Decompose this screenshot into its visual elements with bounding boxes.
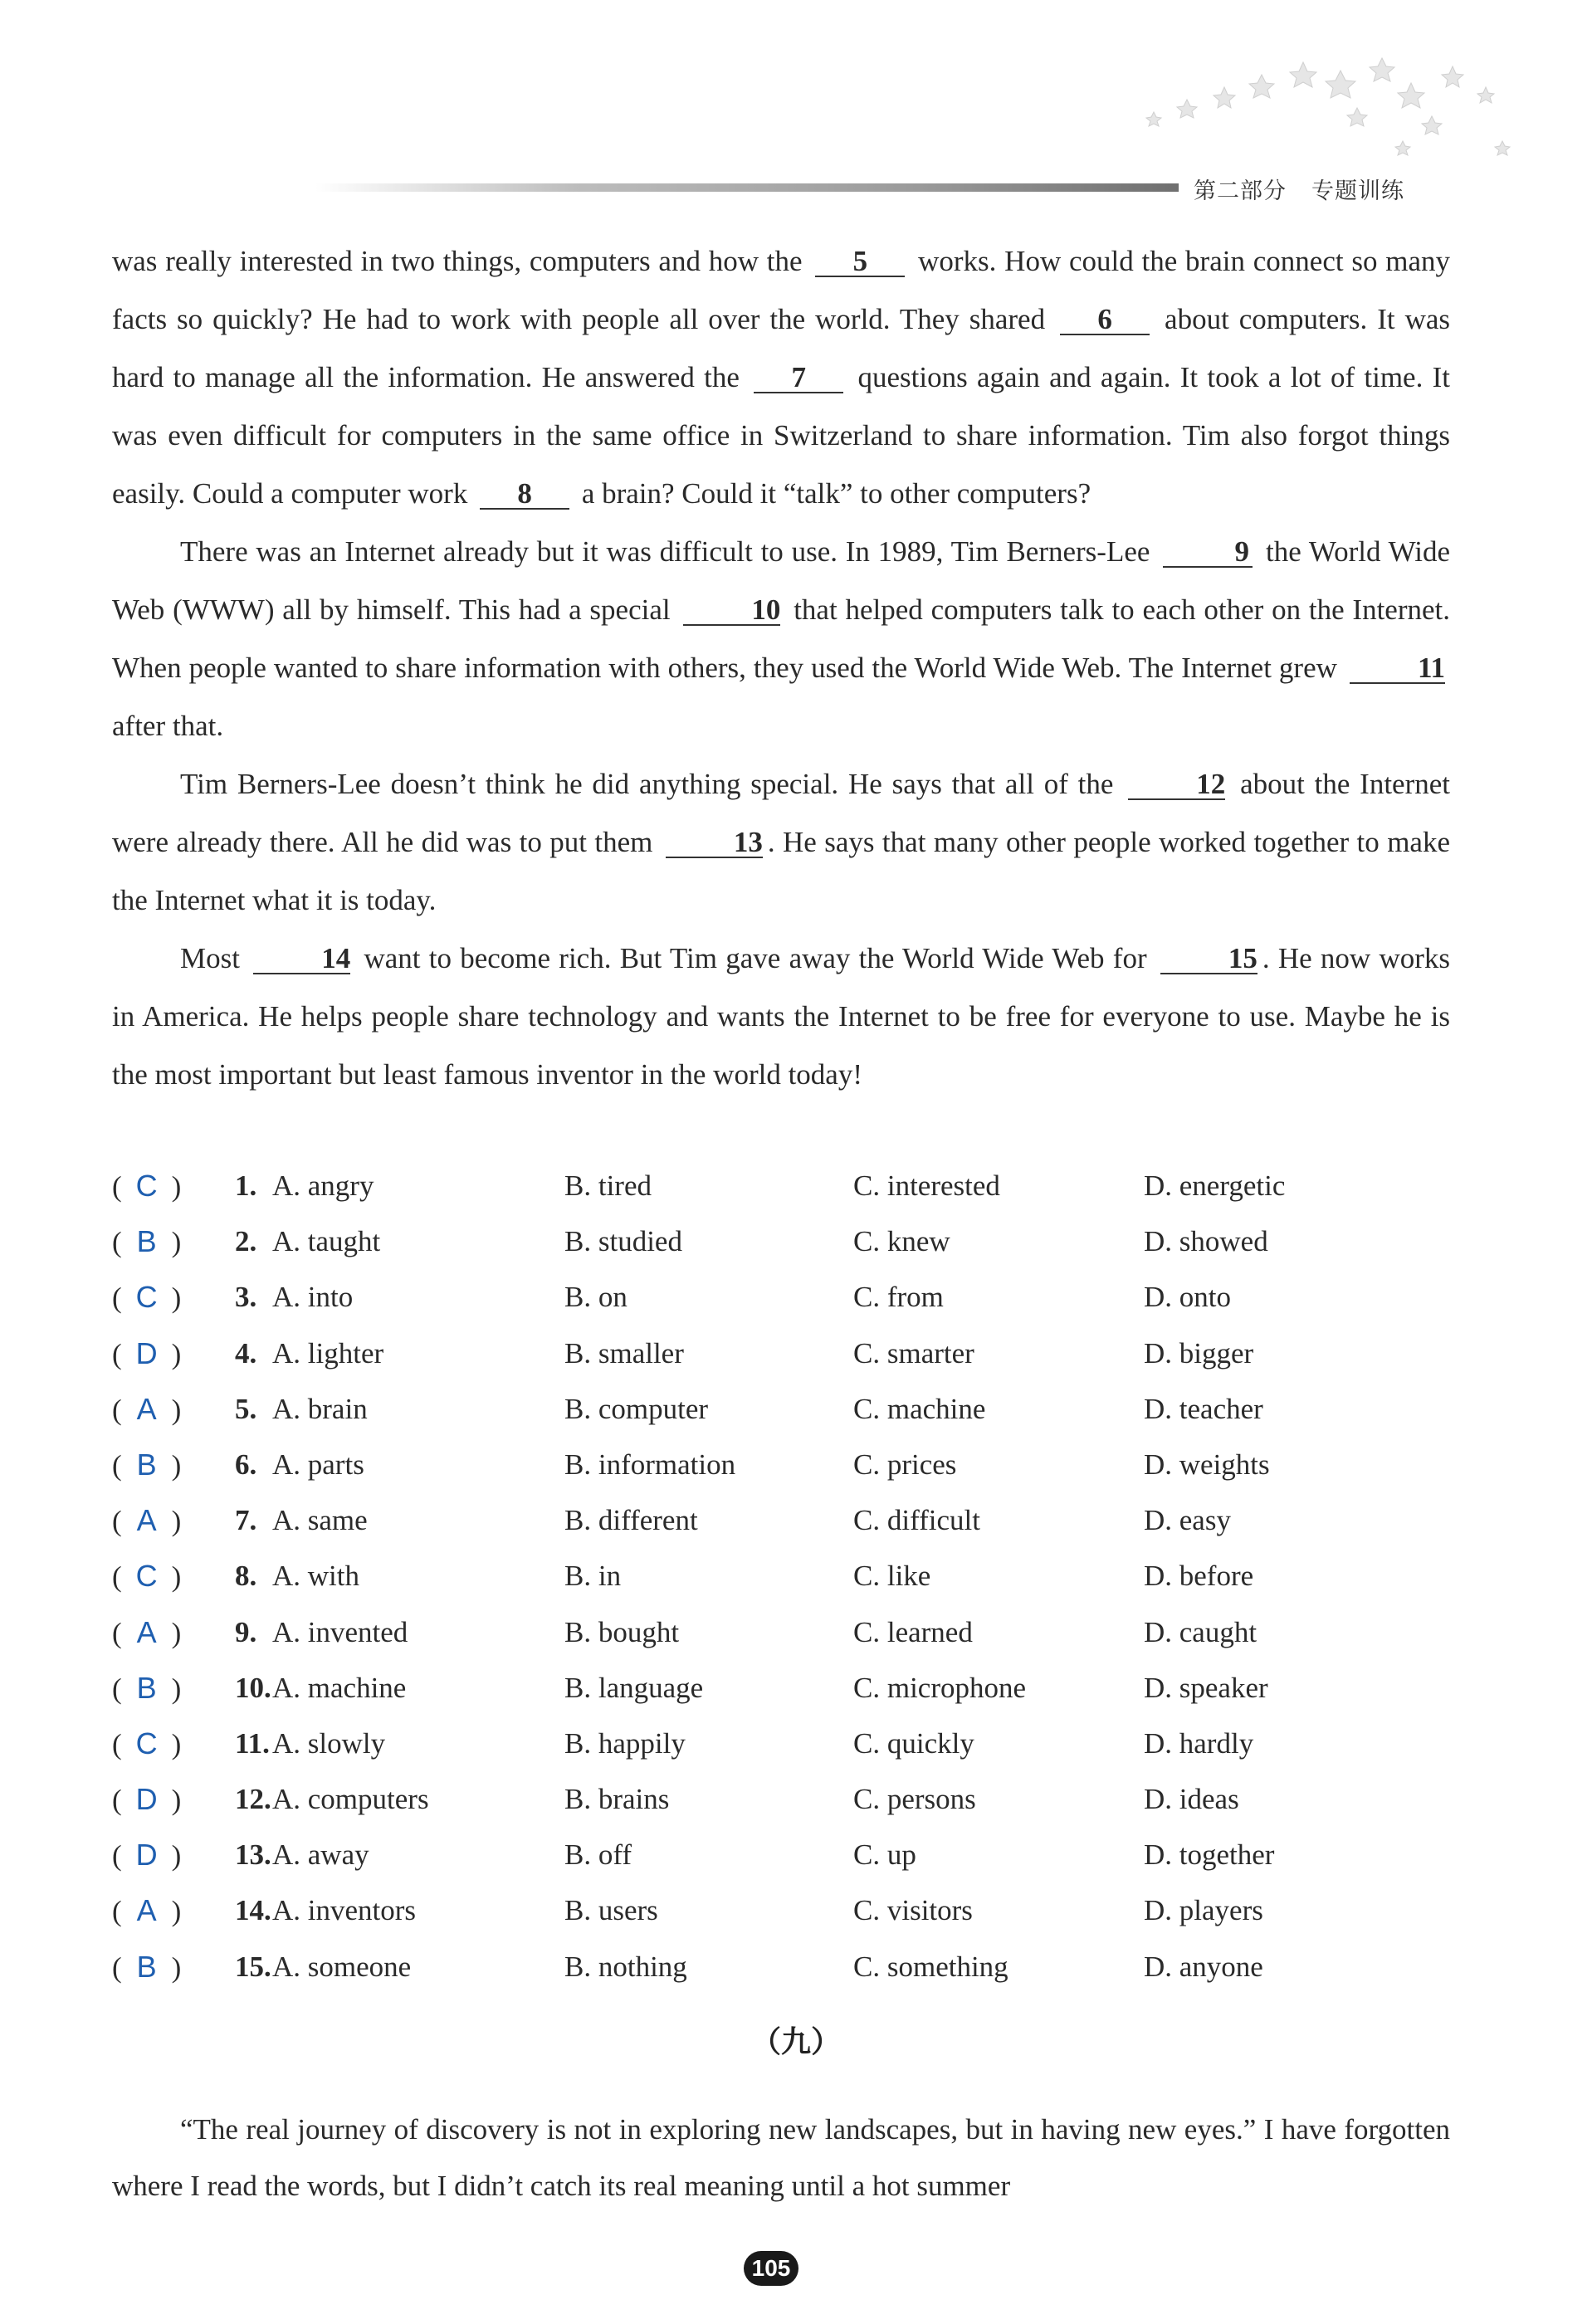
question-number: 7. (235, 1504, 257, 1537)
option-c: C. smarter (853, 1336, 974, 1370)
option-d: D. ideas (1144, 1783, 1239, 1816)
option-c: C. interested (853, 1169, 1000, 1202)
blank-12: 12 (1128, 770, 1225, 800)
question-number: 4. (235, 1336, 257, 1370)
question-row (112, 1213, 1473, 1269)
answer-letter: A (136, 1893, 157, 1928)
option-b: B. brains (564, 1783, 670, 1816)
question-number: 2. (235, 1225, 257, 1258)
answer-bracket: ( B ) (112, 1437, 181, 1493)
option-b: B. studied (564, 1225, 682, 1258)
option-c: C. quickly (853, 1726, 974, 1760)
answer-letter: A (136, 1503, 157, 1538)
question-number: 1. (235, 1169, 257, 1202)
option-d: D. bigger (1144, 1336, 1254, 1370)
option-d: D. teacher (1144, 1392, 1263, 1425)
section-title: （九） (750, 2025, 841, 2059)
answer-letter: C (135, 1559, 158, 1594)
answer-letter: C (135, 1280, 158, 1315)
blank-7: 7 (754, 364, 843, 393)
question-number: 5. (235, 1392, 257, 1425)
blank-10: 10 (683, 596, 780, 626)
question-row (112, 1326, 1473, 1381)
answer-letter: B (136, 1949, 157, 1984)
option-b: B. off (564, 1838, 632, 1872)
option-c: C. knew (853, 1225, 950, 1258)
option-a: A. computers (272, 1783, 429, 1816)
option-d: D. hardly (1144, 1726, 1254, 1760)
question-number: 6. (235, 1448, 257, 1481)
blank-9: 9 (1163, 538, 1253, 568)
decorative-stars (1137, 50, 1536, 174)
option-d: D. onto (1144, 1281, 1231, 1314)
option-b: B. in (564, 1560, 622, 1593)
question-number: 11. (235, 1726, 270, 1760)
option-a: A. with (272, 1560, 359, 1593)
option-c: C. visitors (853, 1894, 973, 1927)
answer-bracket: ( D ) (112, 1771, 181, 1828)
question-row (112, 1548, 1473, 1604)
option-d: D. anyone (1144, 1950, 1263, 1983)
option-d: D. before (1144, 1560, 1254, 1593)
answer-bracket: ( D ) (112, 1326, 181, 1382)
option-b: B. nothing (564, 1950, 687, 1983)
question-row (112, 1492, 1473, 1548)
option-a: A. machine (272, 1671, 407, 1704)
question-row (112, 1882, 1473, 1938)
option-a: A. into (272, 1281, 354, 1314)
answer-bracket: ( D ) (112, 1827, 181, 1883)
option-c: C. up (853, 1838, 916, 1872)
answer-letter: B (136, 1224, 157, 1259)
answer-letter: C (135, 1169, 158, 1203)
part-label: 第二部分 (1194, 178, 1287, 204)
option-a: A. parts (272, 1448, 364, 1481)
option-b: B. on (564, 1281, 628, 1314)
question-number: 9. (235, 1615, 257, 1648)
question-row (112, 1716, 1473, 1771)
option-b: B. bought (564, 1615, 680, 1648)
next-passage-paragraph: “The real journey of discovery is not in exploring new landscapes, but in having new eyes.” I have forgotten where I read the words, but I didn’t catch its real meaning until a hot summer (112, 2113, 1450, 2202)
blank-5: 5 (815, 247, 905, 277)
option-d: D. players (1144, 1894, 1263, 1927)
option-b: B. information (564, 1448, 736, 1481)
option-c: C. learned (853, 1615, 973, 1648)
question-row (112, 1269, 1473, 1325)
option-c: C. microphone (853, 1671, 1027, 1704)
question-row (112, 1604, 1473, 1660)
option-a: A. away (272, 1838, 369, 1872)
question-list (112, 1158, 1473, 1994)
option-d: D. energetic (1144, 1169, 1286, 1202)
answer-letter: A (136, 1391, 157, 1426)
option-a: A. angry (272, 1169, 374, 1202)
option-c: C. like (853, 1560, 931, 1593)
option-c: C. prices (853, 1448, 957, 1481)
option-c: C. persons (853, 1783, 976, 1816)
page-number: 105 (744, 2251, 798, 2286)
option-a: A. lighter (272, 1336, 384, 1370)
option-c: C. something (853, 1950, 1008, 1983)
blank-13: 13 (666, 828, 763, 858)
answer-bracket: ( C ) (112, 1716, 181, 1772)
paragraph-4: Most 14 want to become rich. But Tim gave away the World Wide Web for 15 . He now works in America. He helps people share technology and wants the Internet to be free for everyone to use. Maybe he is the most important but least famous inventor in the world today! (112, 942, 1450, 1091)
answer-letter: D (135, 1838, 158, 1872)
paragraph-2: There was an Internet already but it was difficult to use. In 1989, Tim Berners-Lee 9 the World Wide Web (WWW) all by himself. This had a special 10 that helped computers talk to each other on the Internet. When people wanted to share information with others, they used the World Wide Web. The Internet grew 11 after that. (112, 535, 1451, 742)
answer-bracket: ( B ) (112, 1660, 181, 1716)
question-row (112, 1827, 1473, 1882)
option-d: D. together (1144, 1838, 1275, 1872)
question-number: 14. (235, 1894, 271, 1927)
answer-letter: A (136, 1614, 157, 1649)
answer-letter: B (136, 1447, 157, 1482)
question-row (112, 1437, 1473, 1492)
answer-bracket: ( A ) (112, 1604, 181, 1661)
option-d: D. easy (1144, 1504, 1231, 1537)
blank-6: 6 (1060, 305, 1150, 335)
option-c: C. machine (853, 1392, 986, 1425)
answer-letter: C (135, 1726, 158, 1760)
question-row (112, 1771, 1473, 1827)
blank-8: 8 (480, 480, 569, 510)
question-number: 15. (235, 1950, 271, 1983)
answer-bracket: ( C ) (112, 1158, 181, 1214)
option-b: B. different (564, 1504, 698, 1537)
paragraph-3: Tim Berners-Lee doesn’t think he did anything special. He says that all of the 12 about the Internet were already there. All he did was to put them 13 . He says that many other people worked together to make the Internet what it is today. (112, 768, 1451, 916)
option-b: B. tired (564, 1169, 652, 1202)
answer-bracket: ( B ) (112, 1939, 181, 1995)
option-d: D. showed (1144, 1225, 1268, 1258)
option-a: A. brain (272, 1392, 368, 1425)
answer-bracket: ( A ) (112, 1882, 181, 1939)
answer-letter: D (135, 1335, 158, 1370)
option-b: B. computer (564, 1392, 709, 1425)
question-number: 3. (235, 1281, 257, 1314)
question-number: 12. (235, 1783, 271, 1816)
blank-14: 14 (253, 945, 350, 974)
topic-label: 专题训练 (1311, 178, 1404, 204)
answer-letter: D (135, 1782, 158, 1817)
option-b: B. language (564, 1671, 704, 1704)
section-header (1194, 173, 1404, 205)
option-c: C. difficult (853, 1504, 980, 1537)
option-a: A. same (272, 1504, 368, 1537)
question-row (112, 1158, 1473, 1213)
question-number: 13. (235, 1838, 271, 1872)
paragraph-1: was really interested in two things, computers and how the 5 works. How could the brain connect so many facts so quickly? He had to work with people all over the world. They shared 6 about computers. It was hard to manage all the information. He answered the 7 questions again and again. It took a lot of time. It was even difficult for computers in the same office in Switzerland to share information. Tim also forgot things easily. Could a computer work 8 a brain? Could it “talk” to other computers? (112, 245, 1451, 510)
answer-letter: B (136, 1670, 157, 1705)
option-a: A. someone (272, 1950, 412, 1983)
next-passage (112, 2102, 1450, 2214)
option-c: C. from (853, 1281, 944, 1314)
question-row (112, 1381, 1473, 1437)
option-a: A. slowly (272, 1726, 386, 1760)
question-row (112, 1660, 1473, 1716)
option-b: B. users (564, 1894, 658, 1927)
question-row (112, 1939, 1473, 1994)
question-number: 10. (235, 1671, 271, 1704)
answer-bracket: ( C ) (112, 1548, 181, 1604)
answer-bracket: ( A ) (112, 1492, 181, 1549)
option-a: A. taught (272, 1225, 381, 1258)
option-b: B. happily (564, 1726, 686, 1760)
answer-bracket: ( A ) (112, 1381, 181, 1438)
option-d: D. caught (1144, 1615, 1257, 1648)
blank-15: 15 (1160, 945, 1257, 974)
answer-bracket: ( C ) (112, 1269, 181, 1326)
option-a: A. invented (272, 1615, 408, 1648)
header-divider (315, 183, 1179, 192)
blank-11: 11 (1350, 654, 1445, 684)
option-d: D. weights (1144, 1448, 1270, 1481)
option-d: D. speaker (1144, 1671, 1268, 1704)
answer-bracket: ( B ) (112, 1213, 181, 1270)
option-a: A. inventors (272, 1894, 417, 1927)
question-number: 8. (235, 1560, 257, 1593)
option-b: B. smaller (564, 1336, 684, 1370)
cloze-passage (112, 232, 1450, 1104)
